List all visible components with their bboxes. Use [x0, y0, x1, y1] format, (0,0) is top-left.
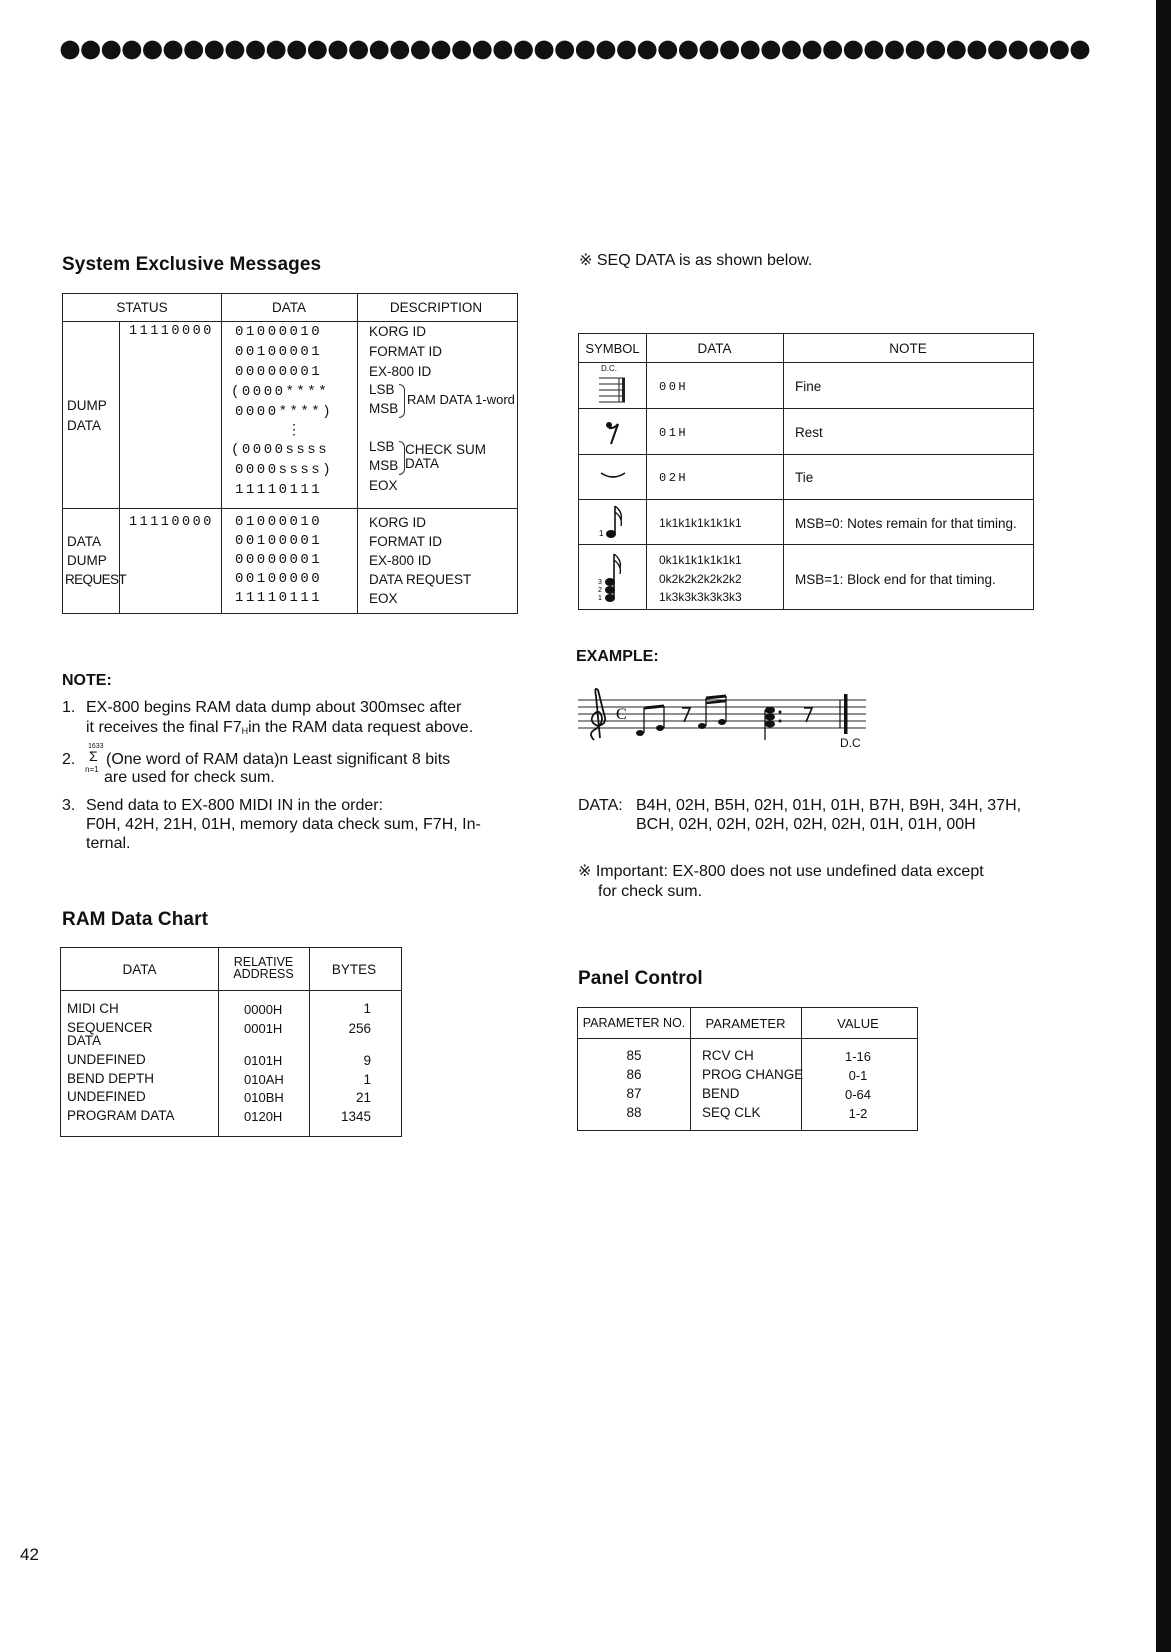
header-parameter-no: PARAMETER NO.: [582, 1016, 686, 1030]
header-text: RELATIVE: [233, 955, 294, 969]
request-data-row: 11110111: [235, 590, 323, 606]
seq-intro: ※ SEQ DATA is as shown below.: [579, 252, 813, 269]
decorative-dot: [617, 41, 636, 60]
chord-note-icon: [597, 548, 631, 604]
request-desc-row: EX-800 ID: [369, 553, 432, 568]
seq-row-data: 0k2k2k2k2k2k2: [659, 572, 742, 586]
sysex-title: System Exclusive Messages: [62, 254, 322, 275]
seq-row-data: 01H: [659, 426, 689, 440]
sum-lower-limit: n=1: [85, 765, 99, 774]
desc-msb-2: MSB: [369, 458, 399, 473]
dump-data-row: ⋮: [287, 423, 304, 439]
decorative-dot: [287, 41, 306, 60]
request-data-row: 00100000: [235, 571, 323, 587]
ram-row-bytes: 1: [363, 1072, 371, 1087]
header-relative-address: [218, 956, 309, 980]
desc-check-sum-data: DATA: [405, 456, 440, 471]
seq-row-note: Tie: [795, 470, 814, 485]
ram-row-name: DATA: [67, 1033, 102, 1048]
ram-row-bytes: 1: [363, 1001, 371, 1016]
panel-row-value: 0-64: [844, 1087, 872, 1102]
decorative-dot: [514, 41, 533, 60]
decorative-dot: [370, 41, 389, 60]
desc-format-id: FORMAT ID: [369, 344, 442, 359]
svg-text:1: 1: [599, 529, 604, 538]
desc-check-sum: CHECK SUM: [405, 442, 487, 457]
decorative-dot: [246, 41, 265, 60]
seq-row-data: 1k1k1k1k1k1k1: [659, 516, 742, 530]
decorative-dot: [782, 41, 801, 60]
example-data-line-2: BCH, 02H, 02H, 02H, 02H, 02H, 01H, 01H, 00H: [636, 816, 976, 833]
request-data-column: [235, 513, 322, 608]
svg-text:1: 1: [598, 595, 602, 602]
note-number: 2.: [62, 751, 76, 768]
panel-row-no: 88: [626, 1105, 642, 1120]
panel-row-no: 85: [626, 1048, 642, 1063]
eighth-rest-icon: [605, 420, 621, 446]
request-label-2: DUMP: [67, 553, 107, 568]
decorative-dot: [411, 41, 430, 60]
decorative-dot: [493, 41, 512, 60]
decorative-dot: [926, 41, 945, 60]
dc-label: D.C: [840, 736, 861, 750]
ram-row-name: SEQUENCER: [67, 1020, 153, 1035]
desc-eox: EOX: [369, 478, 398, 493]
seq-row-note: Rest: [795, 425, 823, 440]
note-text: in the RAM data request above.: [248, 719, 474, 736]
panel-row-value: 1-16: [844, 1049, 872, 1064]
dump-data-row: 11110111: [235, 482, 323, 498]
decorative-dot: [452, 41, 471, 60]
request-desc-row: DATA REQUEST: [369, 572, 472, 587]
seq-row-data: 1k3k3k3k3k3k3: [659, 590, 742, 604]
decorative-dot: [1029, 41, 1048, 60]
header-bytes: BYTES: [331, 962, 377, 977]
decorative-dot: [225, 41, 244, 60]
decorative-dot: [885, 41, 904, 60]
note-text: F0H, 42H, 21H, 01H, memory data check sum, F7H, In-: [86, 816, 481, 833]
dump-data-row: 0000ssss): [235, 462, 334, 478]
decorative-dot: [390, 41, 409, 60]
decorative-dot: [555, 41, 574, 60]
note-text: (One word of RAM data)n Least significant 8 bits: [106, 751, 451, 768]
desc-ram-data-word: RAM DATA 1-word: [407, 392, 515, 407]
seq-data-table: [578, 333, 1034, 610]
page-number: 42: [20, 1545, 39, 1564]
dc-symbol-icon: [579, 362, 646, 408]
decorative-dot: [61, 41, 80, 60]
decorative-dot: [143, 41, 162, 60]
decorative-dot: [906, 41, 925, 60]
decorative-dot: [535, 41, 554, 60]
decorative-dot: [947, 41, 966, 60]
request-desc-row: EOX: [369, 591, 398, 606]
note-text: are used for check sum.: [104, 769, 275, 786]
request-data-row: 01000010: [235, 514, 323, 530]
ram-row-name: PROGRAM DATA: [67, 1108, 175, 1123]
sixteenth-note-icon: [597, 502, 631, 542]
ram-row-name: MIDI CH: [67, 1001, 119, 1016]
header-parameter: PARAMETER: [705, 1016, 786, 1031]
seq-row-note: MSB=1: Block end for that timing.: [795, 572, 996, 587]
panel-control-table: [577, 1007, 918, 1131]
desc-lsb-2: LSB: [369, 439, 395, 454]
seq-row-data: 00H: [659, 380, 689, 394]
note-item-1: [62, 698, 502, 740]
header-data: DATA: [697, 341, 732, 356]
svg-text:2: 2: [598, 587, 602, 594]
decorative-dot: [308, 41, 327, 60]
ram-row-address: 0120H: [244, 1109, 283, 1124]
request-label-1: DATA: [67, 534, 102, 549]
ram-row-bytes: 256: [348, 1021, 371, 1036]
note-text: ternal.: [86, 835, 131, 852]
note-text: it receives the final F7: [86, 719, 242, 736]
ram-row-address: 0001H: [244, 1021, 283, 1036]
request-label-3: REQUEST: [65, 572, 127, 587]
panel-row-parameter: SEQ CLK: [702, 1105, 761, 1120]
decorative-dot: [81, 41, 100, 60]
ram-row-address: 0000H: [244, 1002, 283, 1017]
dump-data-row: 01000010: [235, 324, 323, 340]
decorative-dot: [761, 41, 780, 60]
brace: [399, 384, 405, 418]
dump-data-row: (0000ssss: [231, 442, 330, 458]
ram-row-address: 010AH: [244, 1072, 284, 1087]
decorative-dot: [184, 41, 203, 60]
decorative-dot: [329, 41, 348, 60]
ram-row-bytes: 1345: [340, 1109, 371, 1124]
ram-chart-table: [60, 947, 402, 1137]
note-text: Send data to EX-800 MIDI IN in the order:: [86, 797, 384, 814]
request-status: 11110000: [129, 515, 214, 530]
seq-row-data: 02H: [659, 471, 689, 485]
decorative-dot-border: [60, 38, 1090, 62]
decorative-dot: [1071, 41, 1090, 60]
header-text: ADDRESS: [233, 967, 294, 981]
dump-data-row: (0000****: [231, 384, 330, 400]
dump-data-row: 00000001: [235, 364, 323, 380]
note-number: 3.: [62, 797, 76, 814]
header-data: DATA: [271, 300, 306, 315]
seq-row-note: Fine: [795, 379, 822, 394]
desc-korg-id: KORG ID: [369, 324, 427, 339]
decorative-dot: [122, 41, 141, 60]
header-data: DATA: [122, 962, 157, 977]
header-note: NOTE: [889, 341, 927, 356]
svg-text:3: 3: [598, 579, 602, 586]
sigma-symbol: Σ: [89, 748, 98, 764]
header-description: DESCRIPTION: [389, 300, 483, 315]
panel-control-title: Panel Control: [578, 968, 703, 989]
decorative-dot: [205, 41, 224, 60]
header-symbol: SYMBOL: [585, 341, 640, 356]
decorative-dot: [823, 41, 842, 60]
decorative-dot: [679, 41, 698, 60]
decorative-dot: [102, 41, 121, 60]
decorative-dot: [968, 41, 987, 60]
seq-row-note: MSB=0: Notes remain for that timing.: [795, 516, 1017, 531]
dump-data-row: 00100001: [235, 344, 323, 360]
decorative-dot: [1009, 41, 1028, 60]
dump-data-row: 0000****): [235, 404, 334, 420]
ram-row-name: UNDEFINED: [67, 1052, 146, 1067]
dump-status: 11110000: [129, 324, 214, 339]
ram-row-name: UNDEFINED: [67, 1089, 146, 1104]
ram-chart-title: RAM Data Chart: [62, 909, 209, 930]
request-desc-row: FORMAT ID: [369, 534, 442, 549]
hex-suffix: H: [241, 726, 249, 736]
note-title: NOTE:: [62, 672, 112, 689]
header-status: STATUS: [116, 300, 168, 315]
decorative-dot: [597, 41, 616, 60]
decorative-dot: [267, 41, 286, 60]
dc-label: D.C.: [601, 364, 617, 373]
sysex-table: [62, 293, 518, 614]
desc-msb: MSB: [369, 401, 399, 416]
header-value: VALUE: [837, 1016, 879, 1031]
decorative-dot: [473, 41, 492, 60]
dump-label-2: DATA: [67, 418, 102, 433]
panel-row-value: 1-2: [848, 1106, 868, 1121]
decorative-dot: [720, 41, 739, 60]
ram-row-address: 0101H: [244, 1053, 283, 1068]
note-item-3: [62, 796, 502, 860]
note-number: 1.: [62, 699, 76, 716]
desc-lsb: LSB: [369, 382, 395, 397]
example-data-label: DATA:: [578, 797, 623, 814]
panel-row-parameter: PROG CHANGE: [702, 1067, 804, 1082]
decorative-dot: [700, 41, 719, 60]
decorative-dot: [803, 41, 822, 60]
decorative-dot: [576, 41, 595, 60]
music-staff-example: [578, 688, 888, 758]
decorative-dot: [164, 41, 183, 60]
seq-row-data: 0k1k1k1k1k1k1: [659, 553, 742, 567]
dump-label-1: DUMP: [67, 398, 107, 413]
decorative-dot: [349, 41, 368, 60]
ram-row-bytes: 9: [363, 1053, 371, 1068]
desc-ex800-id: EX-800 ID: [369, 364, 432, 379]
tie-icon: [599, 471, 627, 481]
important-note-line-2: for check sum.: [598, 883, 703, 900]
request-data-row: 00000001: [235, 552, 323, 568]
important-note-line-1: ※ Important: EX-800 does not use undefined data except: [578, 863, 984, 880]
request-desc-column: [369, 513, 471, 608]
decorative-dot: [741, 41, 760, 60]
sum-upper-limit: 1633: [88, 743, 104, 750]
svg-text:C: C: [616, 706, 627, 723]
note-list: [62, 698, 502, 860]
decorative-dot: [658, 41, 677, 60]
ram-row-bytes: 21: [355, 1090, 371, 1105]
decorative-dot: [864, 41, 883, 60]
example-data-line-1: B4H, 02H, B5H, 02H, 01H, 01H, B7H, B9H, 34H, 37H,: [636, 797, 1022, 814]
decorative-dot: [844, 41, 863, 60]
panel-row-parameter: BEND: [702, 1086, 740, 1101]
ram-row-address: 010BH: [244, 1090, 284, 1105]
dump-data-column: [231, 322, 334, 500]
panel-row-value: 0-1: [848, 1068, 868, 1083]
note-text: EX-800 begins RAM data dump about 300msec after: [86, 699, 462, 716]
page-edge-bar: [1156, 0, 1171, 1652]
decorative-dot: [638, 41, 657, 60]
request-data-row: 00100001: [235, 533, 323, 549]
decorative-dot: [432, 41, 451, 60]
panel-row-no: 86: [626, 1067, 642, 1082]
example-title: EXAMPLE:: [576, 648, 659, 665]
panel-row-parameter: RCV CH: [702, 1048, 754, 1063]
staff-notation-icon: [578, 688, 868, 748]
note-text-line: [86, 718, 473, 739]
decorative-dot: [988, 41, 1007, 60]
decorative-dot: [1050, 41, 1069, 60]
ram-row-name: BEND DEPTH: [67, 1071, 155, 1086]
panel-row-no: 87: [626, 1086, 642, 1101]
note-item-2: [62, 743, 502, 792]
request-desc-row: KORG ID: [369, 515, 427, 530]
